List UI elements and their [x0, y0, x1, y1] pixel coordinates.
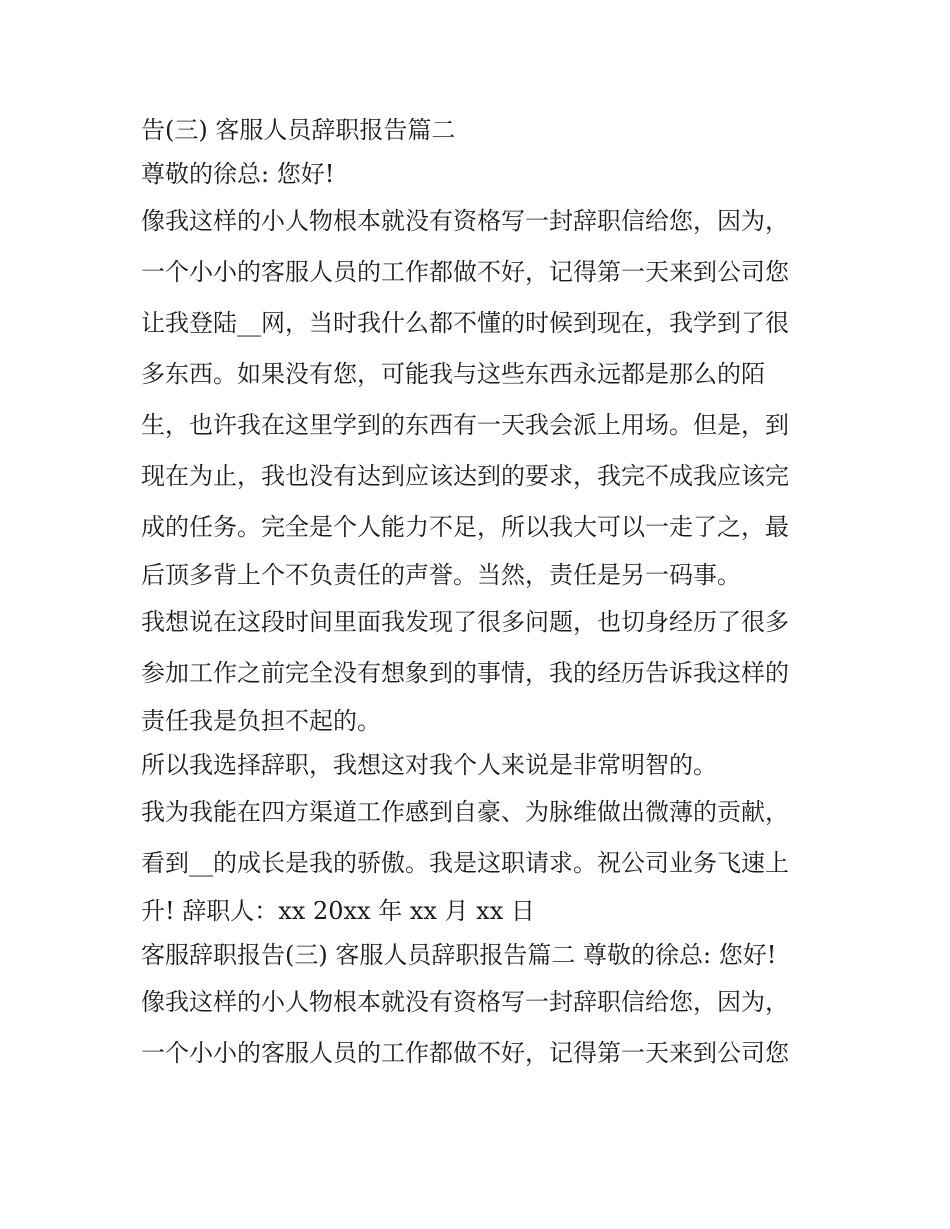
text-line: 我想说在这段时间里面我发现了很多问题，也切身经历了很多 [141, 608, 789, 636]
text-line: 我为我能在四方渠道工作感到自豪、为脉维做出微薄的贡献， [141, 798, 789, 826]
text-line: 参加工作之前完全没有想象到的事情，我的经历告诉我这样的 [141, 659, 789, 687]
text-line: 生，也许我在这里学到的东西有一天我会派上用场。但是，到 [141, 411, 789, 439]
text-line: 成的任务。完全是个人能力不足，所以我大可以一走了之，最 [141, 513, 789, 541]
text-line: 一个小小的客服人员的工作都做不好，记得第一天来到公司您 [141, 258, 789, 286]
text-line: 像我这样的小人物根本就没有资格写一封辞职信给您，因为， [141, 207, 789, 235]
text-line: 让我登陆__网，当时我什么都不懂的时候到现在，我学到了很 [141, 309, 789, 337]
text-line: 看到__的成长是我的骄傲。我是这职请求。祝公司业务飞速上 [141, 849, 789, 877]
text-line: 一个小小的客服人员的工作都做不好，记得第一天来到公司您 [141, 1039, 789, 1067]
text-line: 所以我选择辞职，我想这对我个人来说是非常明智的。 [141, 751, 717, 779]
text-line: 客服辞职报告(三) 客服人员辞职报告篇二 尊敬的徐总: 您好! [141, 941, 777, 969]
text-line-salutation: 尊敬的徐总: 您好! [141, 160, 335, 188]
text-line: 多东西。如果没有您，可能我与这些东西永远都是那么的陌 [141, 360, 765, 388]
text-line: 后顶多背上个不负责任的声誉。当然，责任是另一码事。 [141, 561, 741, 589]
text-line: 像我这样的小人物根本就没有资格写一封辞职信给您，因为， [141, 988, 789, 1016]
text-line-heading: 告(三) 客服人员辞职报告篇二 [141, 116, 456, 144]
document-body [141, 108, 821, 1079]
text-line: 责任我是负担不起的。 [141, 707, 381, 735]
text-line: 现在为止，我也没有达到应该达到的要求，我完不成我应该完 [141, 462, 789, 490]
text-line-signature: 升! 辞职人：xx 20xx 年 xx 月 xx 日 [141, 897, 535, 925]
